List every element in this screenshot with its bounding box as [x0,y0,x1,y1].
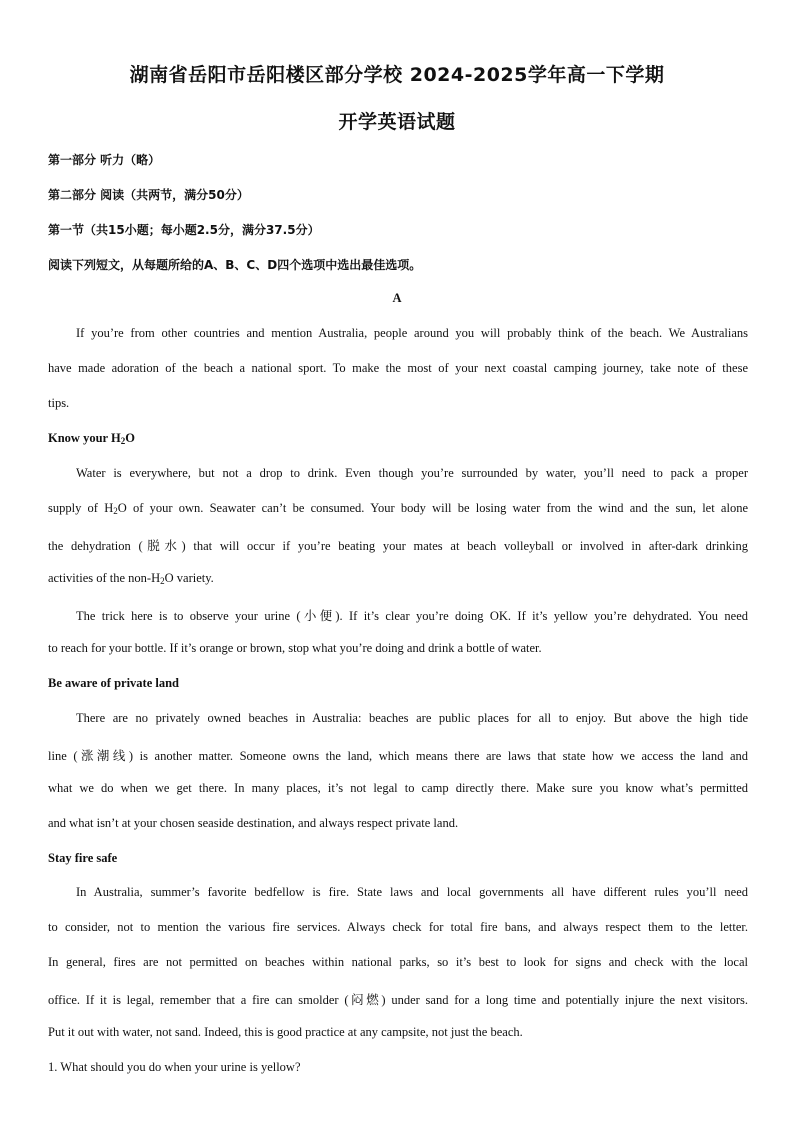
subscript: 2 [160,576,165,586]
paragraph-line [48,571,748,586]
subscript: 2 [113,506,118,516]
paragraph-line: Water is everywhere, but not a drop to drink. Even though you’re surrounded by water, you’ll need to pack a proper [76,466,748,480]
part1-heading: 第一部分 听力（略） [48,153,161,167]
paragraph-line: Put it out with water, not sand. Indeed, this is good practice at any campsite, not just the beach. [48,1025,523,1039]
paragraph-line: The trick here is to observe your urine (小便). If it’s clear you’re doing OK. If it’s yellow you’re dehydrated. You need [76,609,748,623]
paragraph-line: and what isn’t at your chosen seaside destination, and always respect private land. [48,816,459,830]
paragraph-line: to reach for your bottle. If it’s orange or brown, stop what you’re doing and drink a bottle of water. [48,641,542,655]
passage-label: A [392,291,402,305]
paragraph-line: If you’re from other countries and mention Australia, people around you will probably think of the beach. We Australians [76,326,748,340]
text-span: O variety. [164,571,214,585]
question-1: 1. What should you do when your urine is yellow? [48,1060,301,1074]
instruction: 阅读下列短文，从每题所给的A、B、C、D四个选项中选出最佳选项。 [48,258,422,272]
paragraph-line: what we do when we get there. In many places, it’s not legal to camp directly there. Make sure you know what’s permitted [48,781,748,795]
paragraph-line: In Australia, summer’s favorite bedfellow is fire. State laws and local governments all have different rules you’ll need [76,885,748,899]
paragraph-line: to consider, not to mention the various fire services. Always check for total fire bans, and always respect them to the letter. [48,920,748,934]
paragraph-line: have made adoration of the beach a national sport. To make the most of your next coastal camping journey, take note of these [48,361,748,375]
doc-title-line2: 开学英语试题 [338,111,456,133]
doc-title-line1: 湖南省岳阳市岳阳楼区部分学校 2024-2025学年高一下学期 [129,64,665,86]
subheading-fire-safe: Stay fire safe [48,851,118,865]
text-span: supply of H [48,501,114,515]
part2-heading: 第二部分 阅读（共两节，满分50分） [48,188,249,202]
text-span: O of your own. Seawater can’t be consumed. Your body will be losing water from the wind and the sun, let alone [117,501,748,515]
subscript: 2 [120,436,126,446]
section1-heading: 第一节（共15小题；每小题2.5分，满分37.5分） [48,223,320,237]
subheading-know-h2o [48,431,748,446]
paragraph-line: There are no privately owned beaches in Australia: beaches are public places for all to enjoy. But above the high tide [76,711,748,725]
subheading-text: Know your H [48,431,121,445]
paragraph-line: tips. [48,396,70,410]
paragraph-line: office. If it is legal, remember that a fire can smolder (闷燃) under sand for a long time and potentially injure the next visitors. [48,993,748,1007]
paragraph-line: In general, fires are not permitted on beaches within national parks, so it’s best to look for signs and check with the local [48,955,748,969]
subheading-tail: O [125,431,135,445]
paragraph-line [48,501,748,519]
subheading-private-land: Be aware of private land [48,676,180,690]
paragraph-line: line (涨潮线) is another matter. Someone owns the land, which means there are laws that state how we access the land and [48,749,748,763]
text-span: activities of the non-H [48,571,161,585]
paragraph-line: the dehydration (脱水) that will occur if you’re beating your mates at beach volleyball or involved in after-dark drinking [48,539,748,553]
